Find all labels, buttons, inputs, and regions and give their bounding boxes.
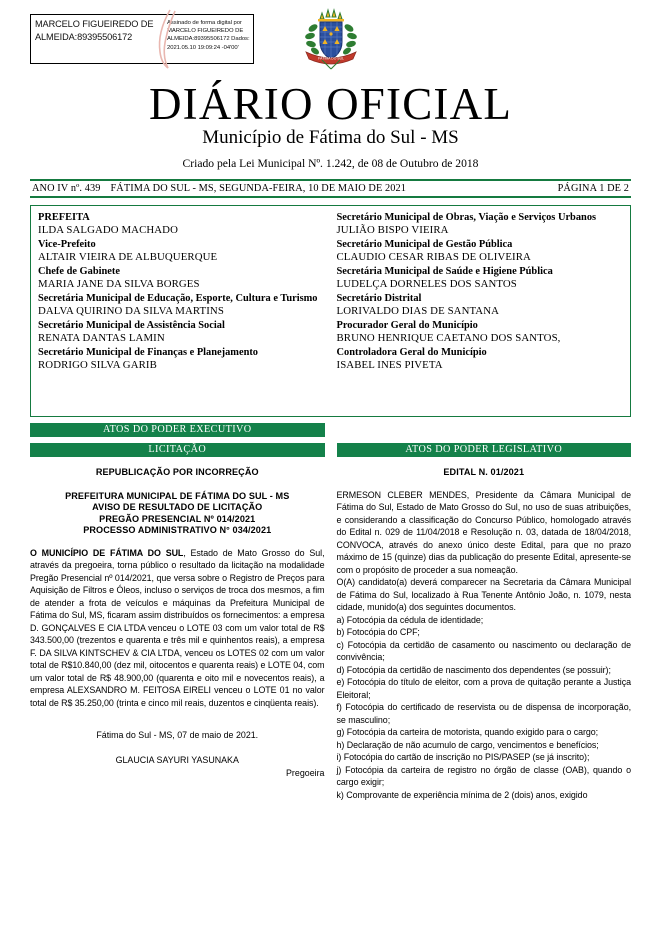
document-list-item: k) Comprovante de experiência mínima de 2 (dois) anos, exigido	[336, 789, 588, 800]
official-name: ALTAIR VIEIRA DE ALBUQUERQUE	[38, 251, 218, 264]
notice-heading-type: AVISO DE RESULTADO DE LICITAÇÃO	[92, 502, 263, 513]
official-name: DALVA QUIRINO DA SILVA MARTINS	[38, 305, 224, 318]
notice-heading-entity: PREFEITURA MUNICIPAL DE FÁTIMA DO SUL - MS	[65, 490, 290, 501]
signature-subject-name: MARCELO FIGUEIREDO DE ALMEIDA:89395506172	[35, 19, 154, 42]
licitacao-body-paragraph	[30, 547, 325, 710]
official-name: MARIA JANE DA SILVA BORGES	[38, 278, 200, 291]
document-list-item: c) Fotocópia da certidão de casamento ou nascimento ou declaração de convivência;	[336, 639, 631, 663]
masthead	[30, 80, 631, 173]
banner-atos-poder-executivo: ATOS DO PODER EXECUTIVO	[30, 423, 325, 437]
notice-heading-pregao: PREGÃO PRESENCIAL Nº 014/2021	[99, 513, 256, 524]
licitacao-place-date: Fátima do Sul - MS, 07 de maio de 2021.	[96, 730, 259, 741]
official-role: Secretária Municipal de Saúde e Higiene Pública	[336, 266, 553, 277]
edition-page-indicator: PÁGINA 1 DE 2	[557, 183, 629, 194]
official-role: Secretário Municipal de Obras, Viação e Serviços Urbanos	[336, 212, 597, 223]
signature-details: Assinado de forma digital por MARCELO FIGUEIREDO DE ALMEIDA:89395506172 Dados: 2021.05.10 19:09:24 -04'00'	[167, 20, 250, 51]
page-title: DIÁRIO OFICIAL	[148, 79, 513, 129]
document-list-item: f) Fotocópia do certificado de reservista ou de dispensa de incorporação, se masculino;	[336, 702, 631, 725]
official-role: Secretária Municipal de Educação, Esporte, Cultura e Turismo	[38, 293, 318, 304]
content-columns	[30, 466, 631, 801]
notice-heading-process: PROCESSO ADMINISTRATIVO N° 034/2021	[83, 525, 272, 536]
document-list-item: e) Fotocópia do título de eleitor, com a prova de quitação perante a Justiça Eleitoral;	[336, 677, 631, 700]
officials-column-right	[337, 211, 624, 410]
document-list-item: d) Fotocópia da certidão de nascimento dos dependentes (se possuir);	[336, 664, 611, 675]
officials-panel	[30, 205, 631, 417]
official-name: ISABEL INES PIVETA	[336, 359, 443, 372]
edital-title: EDITAL N. 01/2021	[443, 467, 525, 477]
document-list-item: b) Fotocópia do CPF;	[336, 627, 420, 638]
licitacao-signer-name: GLAUCIA SAYURI YASUNAKA	[115, 755, 239, 766]
licitacao-body-lead: O MUNICÍPIO DE FÁTIMA DO SUL	[30, 547, 184, 558]
document-list-item: h) Declaração de não acumulo de cargo, vencimentos e benefícios;	[336, 739, 599, 750]
official-name: ILDA SALGADO MACHADO	[38, 224, 178, 237]
official-name: RODRIGO SILVA GARIB	[38, 359, 157, 372]
document-list-item: j) Fotocópia da carteira de registro no órgão de classe (OAB), quando o cargo exigir;	[336, 764, 631, 788]
official-role: PREFEITA	[38, 212, 90, 223]
edition-place-date: FÁTIMA DO SUL - MS, SEGUNDA-FEIRA, 10 DE MAIO DE 2021	[110, 183, 407, 194]
official-name: BRUNO HENRIQUE CAETANO DOS SANTOS,	[336, 332, 561, 345]
official-name: RENATA DANTAS LAMIN	[38, 332, 165, 345]
official-name: JULIÃO BISPO VIEIRA	[336, 224, 449, 237]
column-right-edital	[337, 466, 632, 801]
column-left-licitacao	[30, 466, 325, 801]
masthead-subtitle: Município de Fátima do Sul - MS	[202, 127, 459, 148]
official-role: Procurador Geral do Município	[336, 320, 478, 331]
document-list-item: a) Fotocópia da cédula de identidade;	[336, 614, 484, 625]
edital-paragraph-1: ERMESON CLEBER MENDES, Presidente da Câmara Municipal de Fátima do Sul, Estado de Mato Grosso do Sul, no uso de suas atribuições, e considerando a classificação do Concurso Público, homologado através do Edital n. 029 de 11/04/2018 e Resolução n. 03, datada de 18/04/2018, CONVOCA, através do anexo único deste Edital, para que no prazo máximo de 15 (quinze) dias da publicação do presente Edital, apresente-se com o propósito de proceder a sua nomeação.	[336, 489, 631, 575]
digital-signature-box	[30, 14, 254, 64]
edition-bar	[30, 179, 631, 198]
official-name: CLAUDIO CESAR RIBAS DE OLIVEIRA	[336, 251, 531, 264]
official-role: Secretário Municipal de Assistência Social	[38, 320, 225, 331]
official-role: Chefe de Gabinete	[38, 266, 120, 277]
licitacao-body-rest: , Estado de Mato Grosso do Sul, através da pregoeira, torna público o resultado da licitação na modalidade Pregão Presencial nº 014/2021, que versa sobre o Registro de Preços para Aquisição de Filtros e Óleos, incluso o serviços de troca dos mesmos, a fim de atender a frota de veículos e máquinas da Prefeitura Municipal de Fátima do Sul, MS, ficaram assim distribuídos os fornecimentos: a empresa D. GONÇALVES E CIA LTDA venceu o LOTE 03 com um valor total de R$ 343.500,00 (trezentos e quarenta e três mil e quinhentos reais), a empresa F. DA SILVA KINTSCHEV & CIA LTDA, venceu os LOTES 02 com um valor total de R$10.840,00 (dez mil, oitocentos e quarenta reais) e LOTE 04, com um valor total de R$ 48.900,00 (quarenta e oito mil e novecentos reais), a empresa ALEXSANDRO M. FEITOSA EIRELI venceu o LOTE 01 no valor total de R$ 35.250,00 (trinta e cinco mil reais, duzentos e cinqüenta reais).	[30, 547, 325, 708]
banner-atos-poder-legislativo: ATOS DO PODER LEGISLATIVO	[337, 443, 632, 457]
document-list-item: i) Fotocópia do cartão de inscrição no PIS/PASEP (se já inscrito);	[336, 752, 590, 763]
official-role: Vice-Prefeito	[38, 239, 96, 250]
masthead-law-reference: Criado pela Lei Municipal Nº. 1.242, de 08 de Outubro de 2018	[182, 157, 479, 170]
svg-text:FÁTIMA DO SUL: FÁTIMA DO SUL	[317, 56, 344, 61]
edition-year-number: ANO IV nº. 439	[32, 183, 101, 194]
officials-column-left	[38, 211, 325, 410]
official-role: Secretário Distrital	[336, 293, 422, 304]
official-name: LORIVALDO DIAS DE SANTANA	[336, 305, 499, 318]
official-role: Secretário Municipal de Finanças e Planejamento	[38, 347, 259, 358]
banner-licitacao: LICITAÇÃO	[30, 443, 325, 457]
edital-paragraph-2: O(A) candidato(a) deverá comparecer na Secretaria da Câmara Municipal de Fátima do Sul, localizado à Rua Tenente Antônio João, n. 1079, nesta cidade, munido(a) dos seguintes documentos.	[336, 577, 631, 613]
official-role: Secretário Municipal de Gestão Pública	[336, 239, 513, 250]
banner-row	[30, 443, 631, 457]
header-top-row	[30, 0, 631, 78]
republication-notice: REPUBLICAÇÃO POR INCORREÇÃO	[95, 467, 259, 477]
coat-of-arms-icon	[298, 8, 364, 72]
official-role: Controladora Geral do Município	[336, 347, 487, 358]
licitacao-signer-role: Pregoeira	[286, 767, 325, 778]
official-name: LUDELÇA DORNELES DOS SANTOS	[336, 278, 517, 291]
document-list-item: g) Fotocópia da carteira de motorista, quando exigido para o cargo;	[336, 727, 599, 738]
